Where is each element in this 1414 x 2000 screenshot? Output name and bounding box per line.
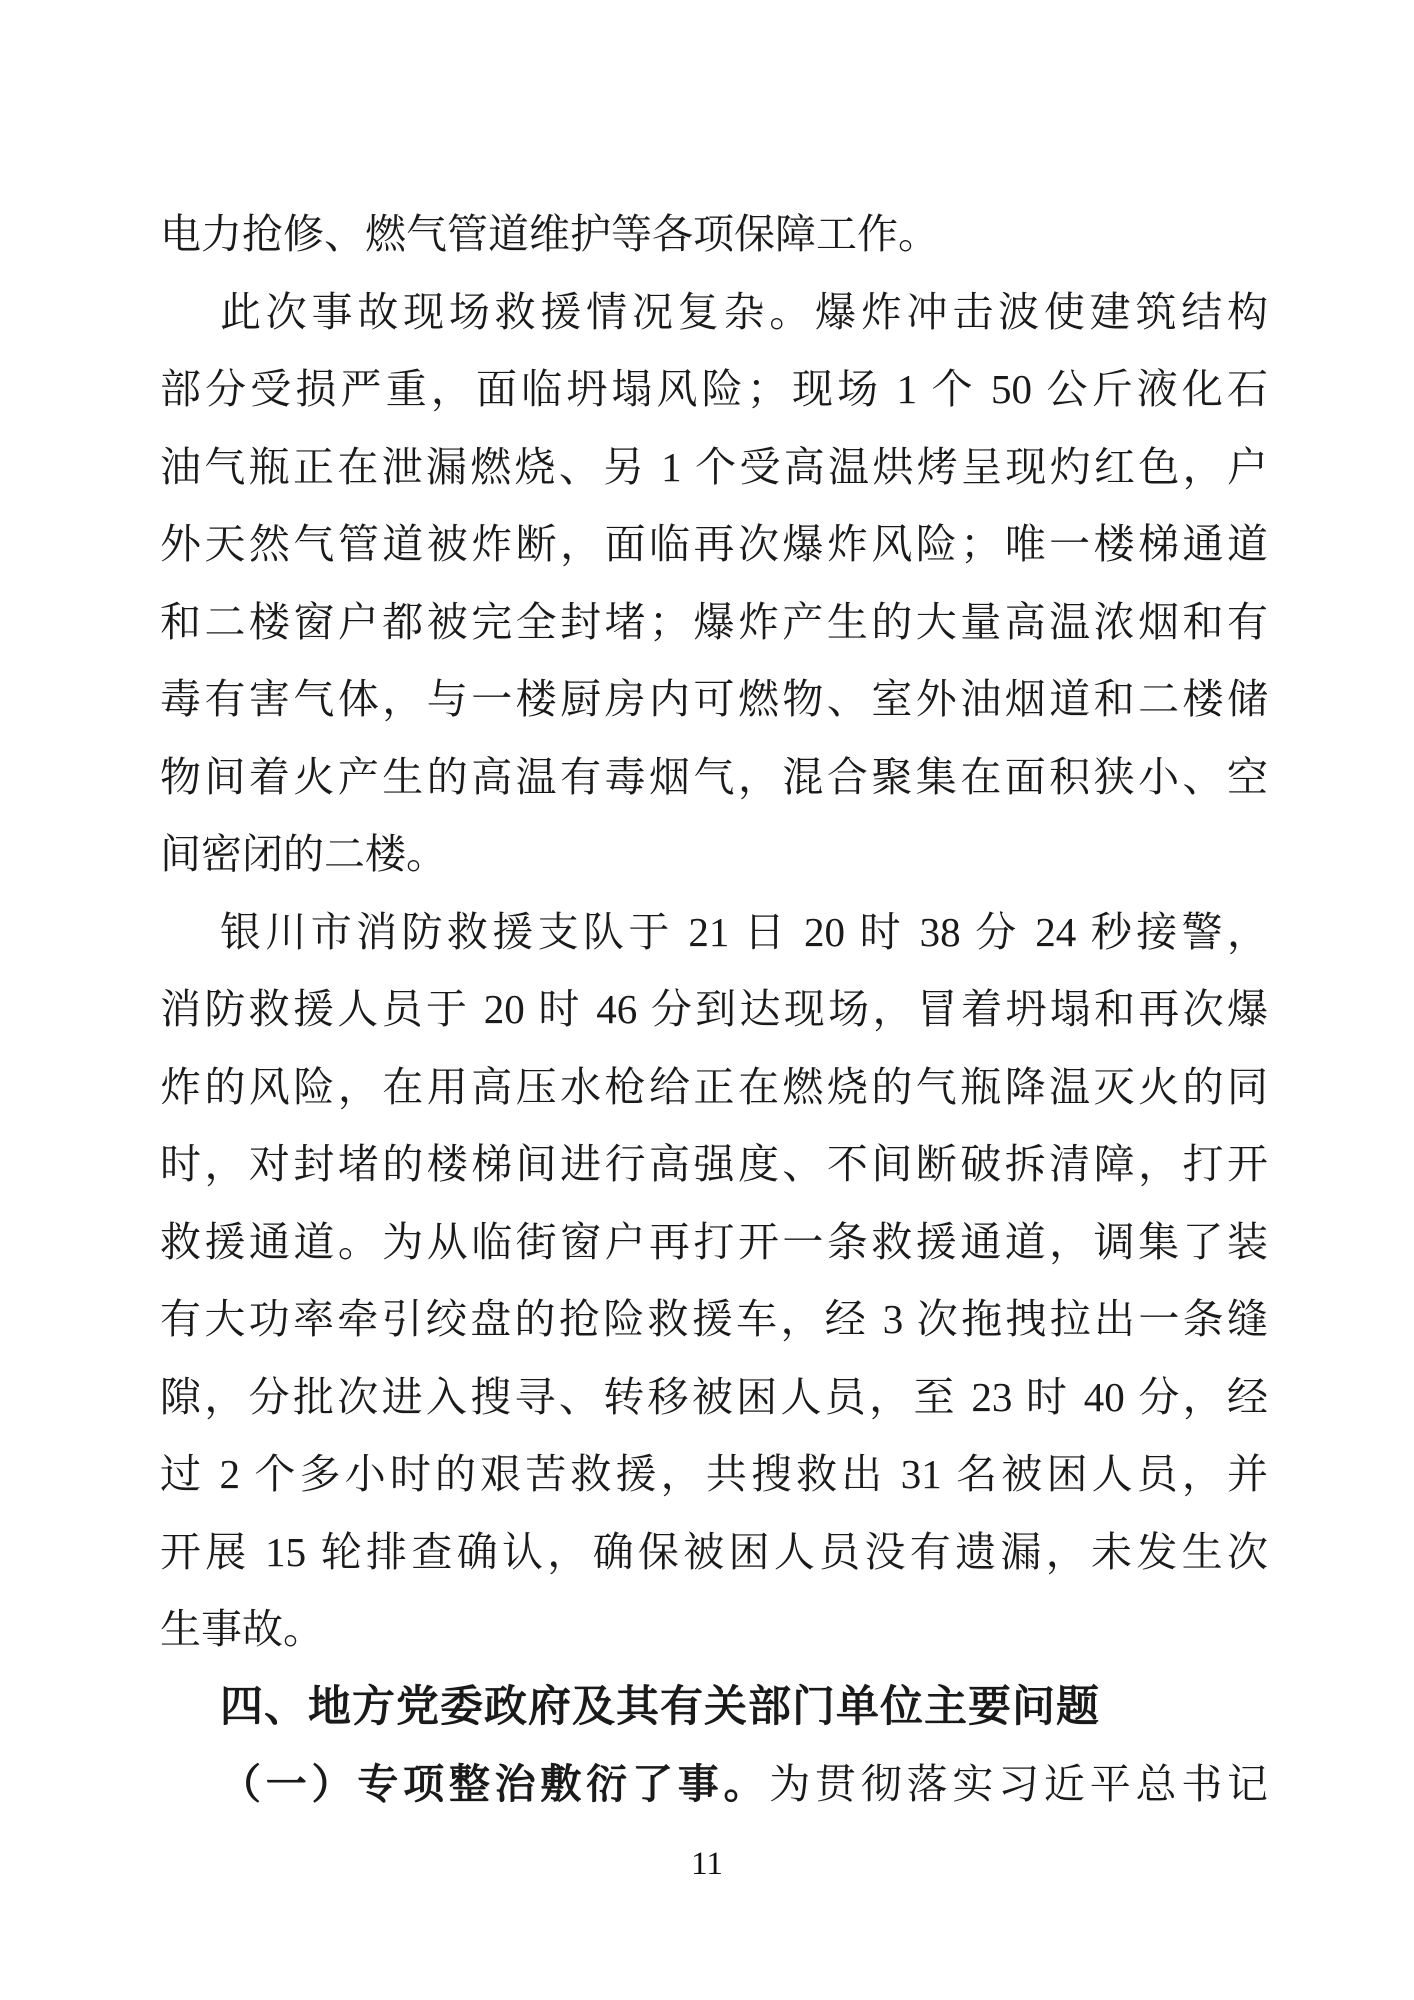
subsection-title: （一）专项整治敷衍了事。 <box>220 1761 770 1807</box>
body-line: 物间着火产生的高温有毒烟气，混合聚集在面积狭小、空 <box>160 753 1268 800</box>
body-line: 间密闭的二楼。 <box>160 831 447 877</box>
body-line: 救援通道。为从临街窗户再打开一条救援通道，调集了装 <box>160 1218 1268 1265</box>
body-line: 银川市消防救援支队于 21 日 20 时 38 分 24 秒接警， <box>220 908 1268 955</box>
body-line: 部分受损严重，面临坍塌风险；现场 1 个 50 公斤液化石 <box>160 366 1268 412</box>
body-line: 开展 15 轮排查确认，确保被困人员没有遗漏，未发生次 <box>160 1528 1268 1575</box>
subsection-text: 为贯彻落实习近平总书记 <box>769 1761 1269 1807</box>
section-heading: 四、地方党委政府及其有关部门单位主要问题 <box>220 1682 1100 1731</box>
body-line: 隙，分批次进入搜寻、转移被困人员，至 23 时 40 分，经 <box>160 1373 1268 1420</box>
page-number: 11 <box>691 1846 723 1882</box>
document-body <box>160 196 1268 1824</box>
body-line: 有大功率牵引绞盘的抢险救援车，经 3 次拖拽拉出一条缝 <box>160 1296 1268 1342</box>
body-line: 和二楼窗户都被完全封堵；爆炸产生的大量高温浓烟和有 <box>160 598 1268 645</box>
body-line: 毒有害气体，与一楼厨房内可燃物、室外油烟道和二楼储 <box>160 676 1268 722</box>
body-line: 消防救援人员于 20 时 46 分到达现场，冒着坍塌和再次爆 <box>160 986 1268 1032</box>
body-line: 此次事故现场救援情况复杂。爆炸冲击波使建筑结构 <box>220 288 1268 335</box>
body-line: 外天然气管道被炸断，面临再次爆炸风险；唯一楼梯通道 <box>160 521 1268 567</box>
body-line: 时，对封堵的楼梯间进行高强度、不间断破拆清障，打开 <box>160 1141 1268 1187</box>
subsection-line <box>160 1746 1268 1824</box>
body-line: 电力抢修、燃气管道维护等各项保障工作。 <box>160 211 939 257</box>
body-line: 油气瓶正在泄漏燃烧、另 1 个受高温烘烤呈现灼红色，户 <box>160 443 1268 490</box>
body-line: 生事故。 <box>160 1606 324 1652</box>
body-line: 炸的风险，在用高压水枪给正在燃烧的气瓶降温灭火的同 <box>160 1063 1268 1110</box>
body-line: 过 2 个多小时的艰苦救援，共搜救出 31 名被困人员，并 <box>160 1451 1268 1497</box>
